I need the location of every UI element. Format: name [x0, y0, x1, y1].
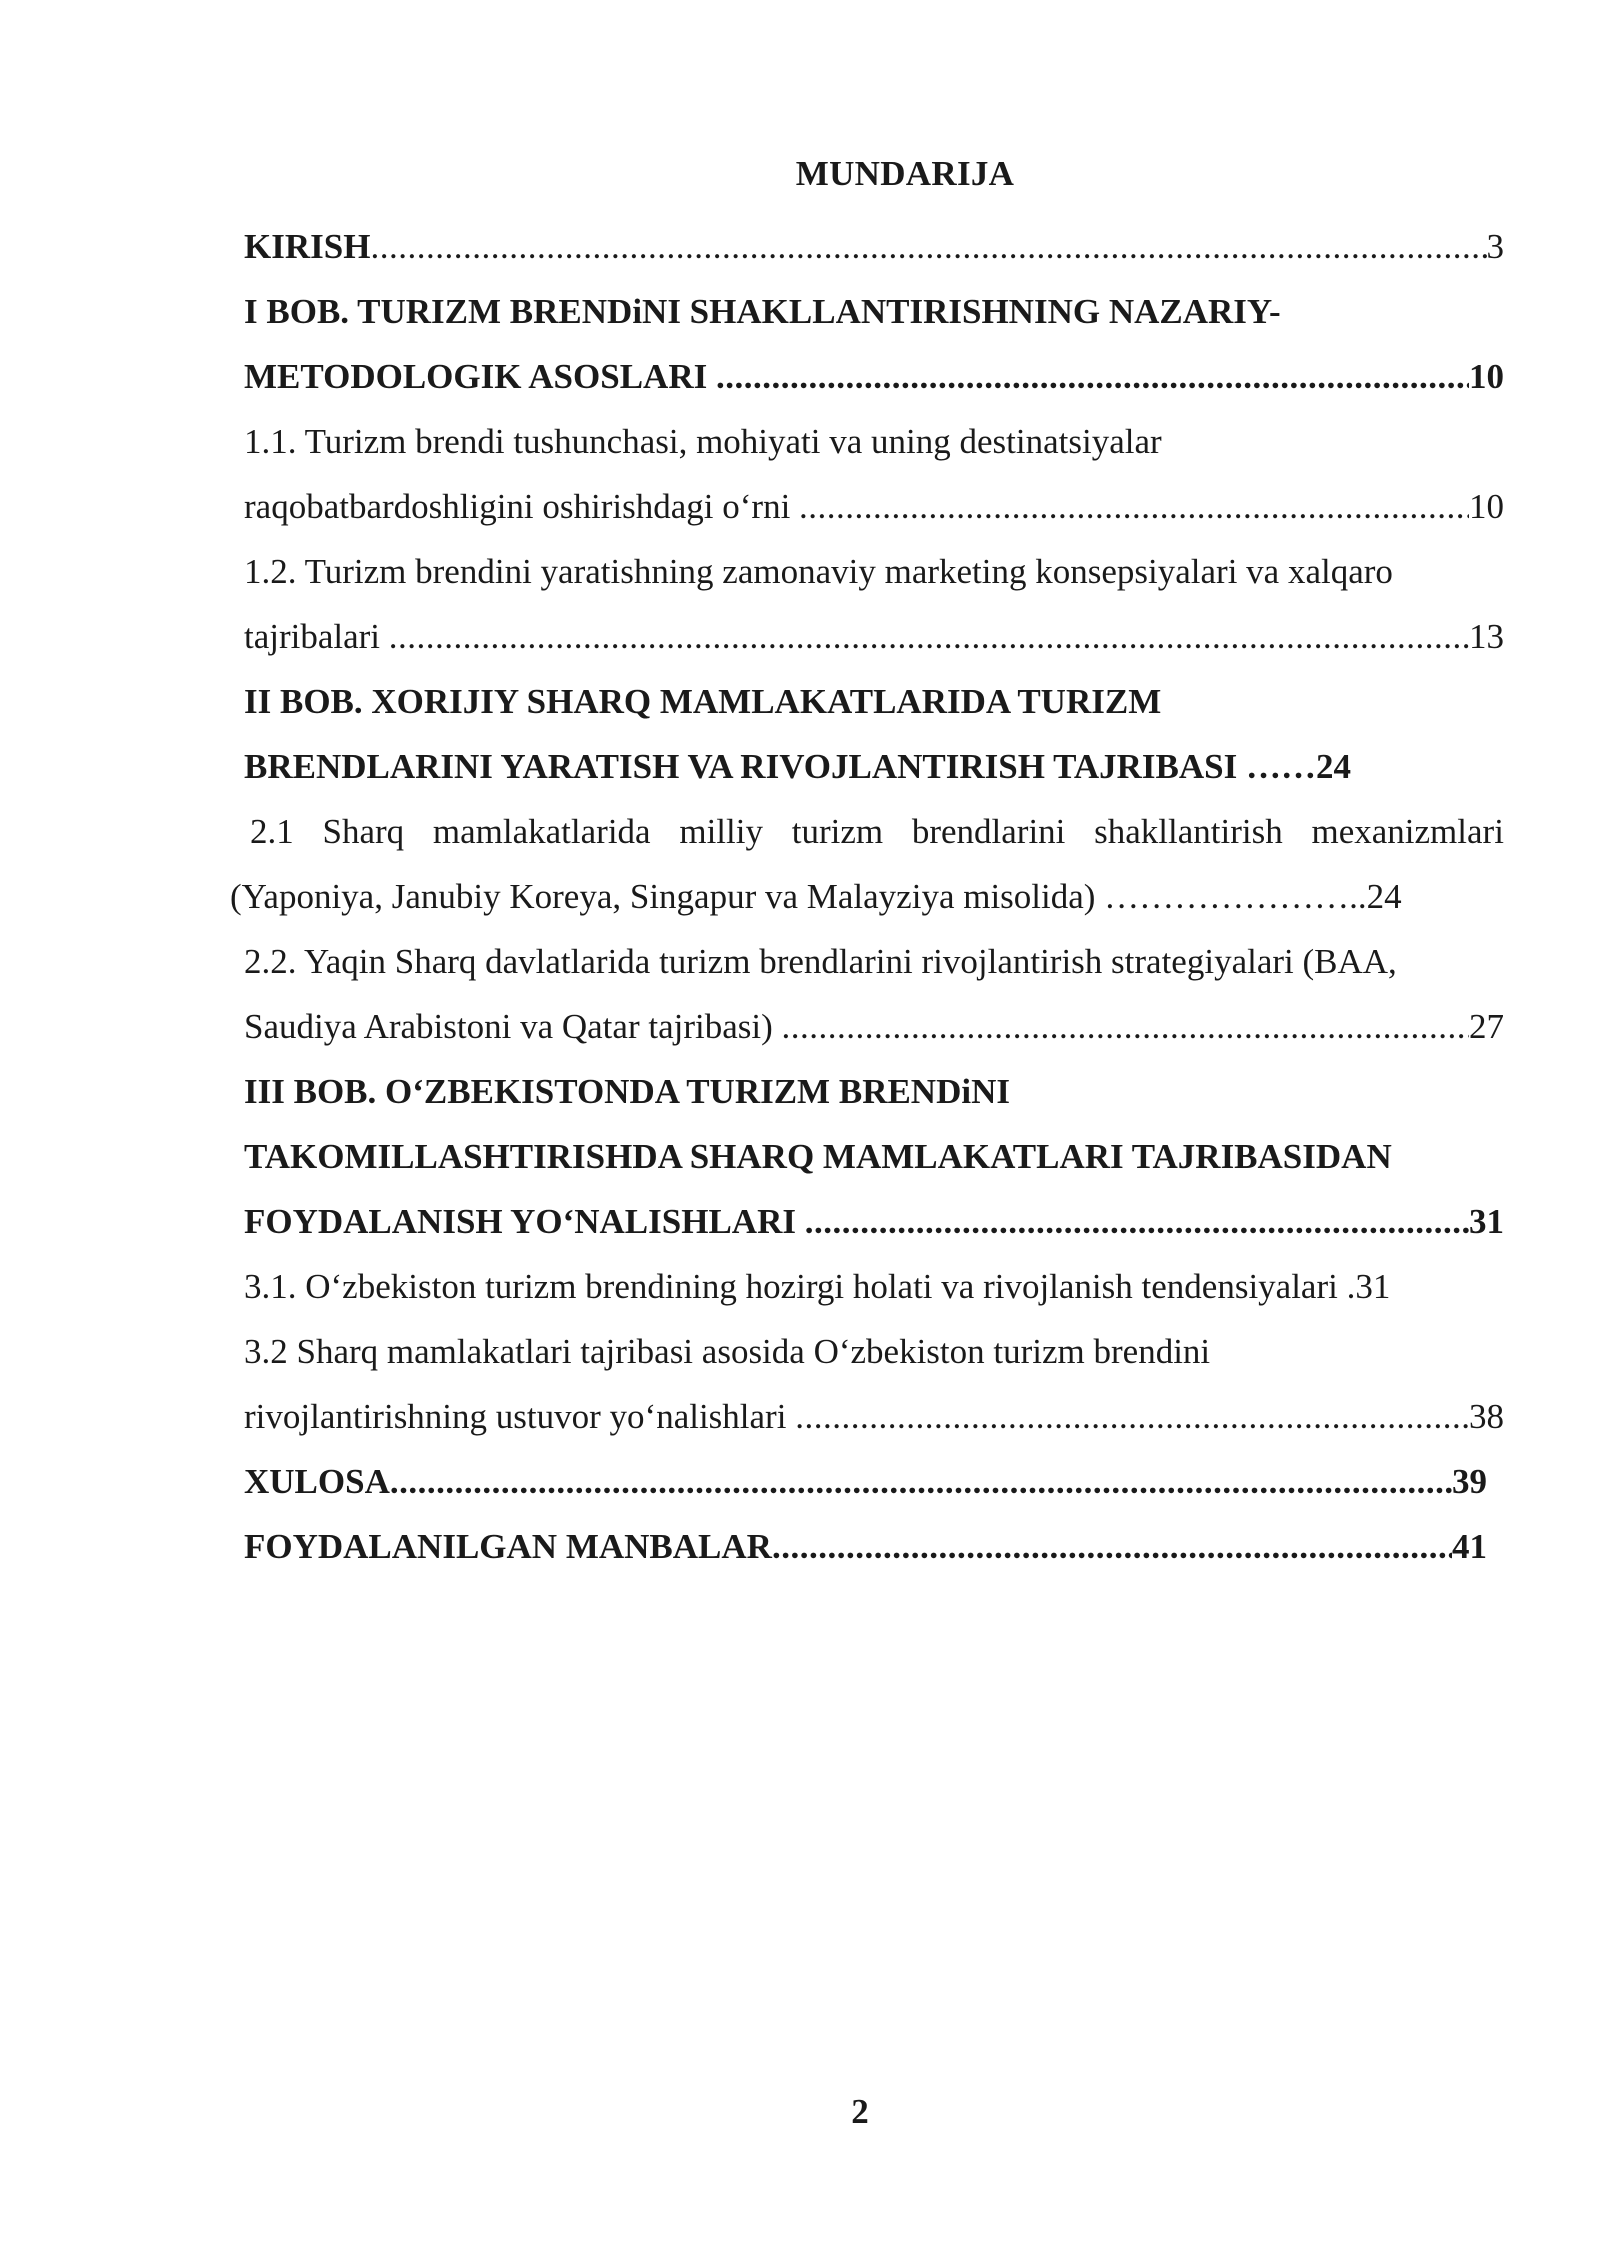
toc-section-1-2[interactable] [244, 604, 1504, 669]
toc-page-number: 27 [1469, 1007, 1504, 1046]
toc-leader-dots [370, 214, 1486, 279]
table-of-contents [230, 214, 1504, 1579]
toc-word: mexanizmlari [1311, 812, 1504, 851]
toc-section-2-1-title[interactable] [244, 799, 1504, 864]
toc-leader-dots [795, 1384, 1469, 1449]
toc-entry-title: tajribalari [244, 617, 389, 656]
toc-entry-title: rivojlantirishning ustuvor yo‘nalishlari [244, 1397, 796, 1436]
toc-section-1-1-title[interactable]: 1.1. Turizm brendi tushunchasi, mohiyati va uning destinatsiyalar [244, 422, 1162, 461]
toc-section-3-1[interactable]: 3.1. O‘zbekiston turizm brendining hozirgi holati va rivojlanish tendensiyalari .31 [244, 1267, 1391, 1306]
toc-section-3-2-title[interactable]: 3.2 Sharq mamlakatlari tajribasi asosida O‘zbekiston turizm brendini [244, 1332, 1211, 1371]
toc-section-2-2-title[interactable]: 2.2. Yaqin Sharq davlatlarida turizm brendlarini rivojlantirish strategiyalari (BAA, [244, 942, 1397, 981]
toc-page-number: 13 [1469, 617, 1504, 656]
toc-section-1-1[interactable] [244, 474, 1504, 539]
toc-chapter-2-title[interactable]: II BOB. XORIJIY SHARQ MAMLAKATLARIDA TURIZM [244, 682, 1162, 721]
page-title: MUNDARIJA [795, 154, 1015, 193]
toc-leader-dots [716, 344, 1469, 409]
toc-section-3-2[interactable] [244, 1384, 1504, 1449]
toc-entry-kirish[interactable] [244, 214, 1504, 279]
toc-chapter-1-title[interactable]: I BOB. TURIZM BRENDiNI SHAKLLANTIRISHNING NAZARIY- [244, 292, 1281, 331]
toc-page-number: 10 [1469, 357, 1504, 396]
toc-word: brendlarini [911, 812, 1066, 851]
toc-entry-title: METODOLOGIK ASOSLARI [244, 357, 716, 396]
toc-entry-title: XULOSA [244, 1462, 390, 1501]
toc-chapter-1[interactable] [244, 344, 1504, 409]
page-number: 2 [851, 2092, 869, 2131]
toc-page-number: 10 [1469, 487, 1504, 526]
toc-section-2-2[interactable] [244, 994, 1504, 1059]
toc-chapter-2[interactable]: BRENDLARINI YARATISH VA RIVOJLANTIRISH TAJRIBASI ……24 [244, 747, 1351, 786]
toc-section-2-1[interactable]: (Yaponiya, Janubiy Koreya, Singapur va Malayziya misolida) …………………..24 [230, 877, 1402, 916]
toc-entry-xulosa[interactable] [244, 1449, 1487, 1514]
toc-entry-title: FOYDALANILGAN MANBALAR [244, 1527, 772, 1566]
toc-leader-dots [772, 1514, 1452, 1579]
toc-page-number: 3 [1486, 227, 1504, 266]
toc-entry-title: raqobatbardoshligini oshirishdagi o‘rni [244, 487, 800, 526]
toc-leader-dots [389, 604, 1469, 669]
toc-section-1-2-title[interactable]: 1.2. Turizm brendini yaratishning zamonaviy marketing konsepsiyalari va xalqaro [244, 552, 1393, 591]
toc-word: Sharq [322, 812, 405, 851]
toc-word: 2.1 [250, 812, 294, 851]
toc-word: milliy [679, 812, 763, 851]
toc-page-number: 41 [1452, 1527, 1487, 1566]
toc-leader-dots [805, 1189, 1469, 1254]
toc-entry-title: KIRISH [244, 227, 371, 266]
toc-word: shakllantirish [1094, 812, 1283, 851]
toc-word: mamlakatlarida [432, 812, 651, 851]
toc-entry-title: Saudiya Arabistoni va Qatar tajribasi) [244, 1007, 782, 1046]
toc-leader-dots [782, 994, 1470, 1059]
toc-page-number: 31 [1469, 1202, 1504, 1241]
toc-entry-manbalar[interactable] [244, 1514, 1487, 1579]
toc-chapter-3-title-cont[interactable]: TAKOMILLASHTIRISHDA SHARQ MAMLAKATLARI TAJRIBASIDAN [244, 1137, 1392, 1176]
toc-leader-dots [799, 474, 1469, 539]
toc-leader-dots [390, 1449, 1452, 1514]
toc-entry-title: FOYDALANISH YO‘NALISHLARI [244, 1202, 805, 1241]
toc-word: turizm [791, 812, 884, 851]
toc-page-number: 38 [1469, 1397, 1504, 1436]
toc-page-number: 39 [1452, 1462, 1487, 1501]
toc-chapter-3[interactable] [244, 1189, 1504, 1254]
toc-chapter-3-title[interactable]: III BOB. O‘ZBEKISTONDA TURIZM BRENDiNI [244, 1072, 1010, 1111]
